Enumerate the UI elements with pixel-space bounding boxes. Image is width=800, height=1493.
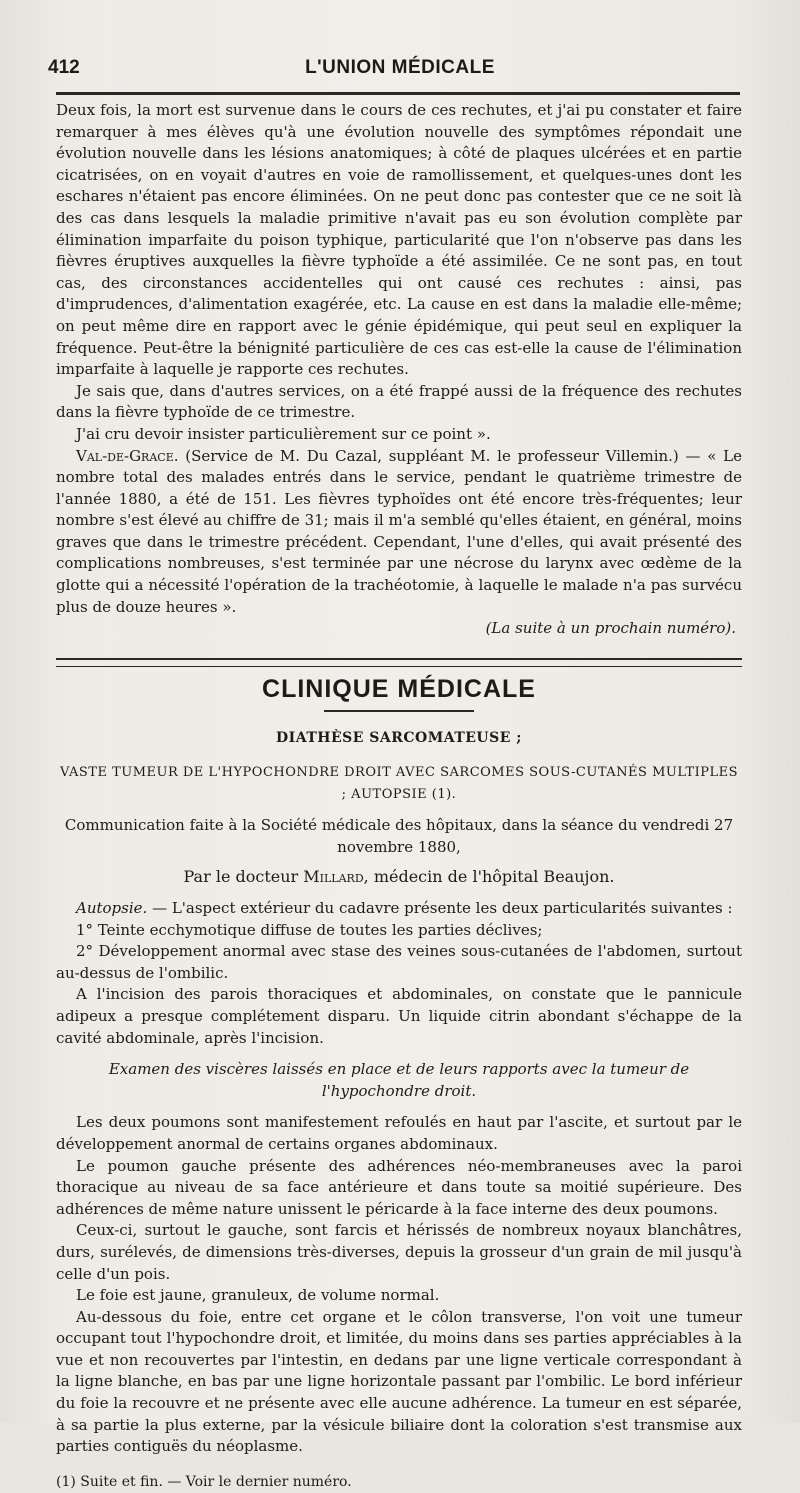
examen-heading: Examen des viscères laissés en place et de leurs rapports avec la tumeur de l'hypochondre droit. — [108, 1060, 690, 1100]
paragraph-autres-services: Je sais que, dans d'autres services, on a été frappé aussi de la fréquence des rechutes dans la fièvre typhoïde de ce trimestre. — [56, 381, 742, 422]
footnote: (1) Suite et fin. — Voir le dernier numéro. — [56, 1473, 352, 1490]
paragraph-tumeur: Au-dessous du foie, entre cet organe et le côlon transverse, l'on voit une tumeur occupant tout l'hypochondre droit, et limitée, du moins dans ses parties appréciables à la vue et non recouvertes par l'intestin, en dedans par une ligne verticale correspondant à la ligne blanche, en bas par une ligne horizontale passant par l'ombilic. Le bord inférieur du foie la recouvre et ne présente avec elle aucune adhérence. La tumeur en est séparée, à sa partie la plus externe, par la vésicule biliaire dont la coloration s'est transmise aux parties contiguës du néoplasme. — [56, 1307, 742, 1456]
article-body — [56, 100, 742, 1493]
paragraph-poumon-gauche: Le poumon gauche présente des adhérences néo-membraneuses avec la paroi thoracique au niveau de sa face antérieure et dans toute sa moitié supérieure. Des adhérences de même nature unissent le péricarde à la face interne des deux poumons. — [56, 1156, 742, 1218]
val-de-grace-text: (Service de M. Du Cazal, suppléant M. le professeur Villemin.) — « Le nombre total des malades entrés dans le service, pendant le quatrième trimestre de l'année 1880, a été de 151. Les fièvres typhoïdes ont été encore très-fréquentes; leur nombre s'est élevé au chiffre de 31; mais il m'a semblé qu'elles étaient, en général, moins graves que dans le trimestre précédent. Cependant, l'une d'elles, qui avait présenté des complications nombreuses, s'est terminée par une nécrose du larynx avec œdème de la glotte qui a nécessité l'opération de la trachéotomie, à laquelle le malade n'a pas survécu plus de douze heures ». — [56, 446, 742, 616]
communication-line: Communication faite à la Société médicale des hôpitaux, dans la séance du vendredi 27 novembre 1880, — [64, 816, 734, 856]
section-divider — [56, 658, 742, 667]
paragraph-insister: J'ai cru devoir insister particulièrement sur ce point ». — [76, 424, 491, 443]
paragraph-poumons: Les deux poumons sont manifestement refoulés en haut par l'ascite, et surtout par le développement anormal de certains organes abdominaux. — [56, 1113, 742, 1153]
paragraph-foie: Le foie est jaune, granuleux, de volume normal. — [76, 1286, 440, 1305]
paragraph-incision: A l'incision des parois thoraciques et abdominales, on constate que le pannicule adipeux a presque complétement disparu. Un liquide citrin abondant s'échappe de la cavité abdominale, après l'incision. — [56, 985, 742, 1047]
paragraph-noyaux: Ceux-ci, surtout le gauche, sont farcis et hérissés de nombreux noyaux blanchâtres, durs, surélevés, de dimensions très-diverses, depuis la grosseur d'un grain de mil jusqu'à celle d'un pois. — [56, 1221, 742, 1283]
autopsie-text: — L'aspect extérieur du cadavre présente les deux particularités suivantes : — [147, 899, 733, 917]
paragraph-rechutes: Deux fois, la mort est survenue dans le cours de ces rechutes, et j'ai pu constater et faire remarquer à mes élèves qu'à une évolution nouvelle des symptômes répondait une évolution nouvelle dans les lésions anatomiques; à côté de plaques ulcérées et en partie cicatrisées, on en voyait d'autres en voie de ramollissement, et quelques-unes dont les eschares n'étaient pas encore éliminées. On ne peut donc pas contester que ce ne soit là des cas dans lesquels la maladie primitive n'avait pas eu son évolution complète par élimination imparfaite du poison typhique, particularité que l'on n'observe pas dans les fièvres éruptives auxquelles la fièvre typhoïde a été assimilée. Ce ne sont pas, en tout cas, des circonstances accidentelles qui ont causé ces rechutes : ainsi, pas d'imprudences, d'alimentation exagérée, etc. La cause en est dans la maladie elle-même; on peut même dire en rapport avec le génie épidémique, qui peut seul en expliquer la fréquence. Peut-être la bénignité particulière de ces cas est-elle la cause de l'élimination imparfaite à laquelle je rapporte ces rechutes. — [56, 101, 742, 379]
author-line — [56, 866, 742, 888]
list-item-1: 1° Teinte ecchymotique diffuse de toutes les parties déclives; — [76, 920, 543, 939]
section-title: CLINIQUE MÉDICALE — [262, 674, 536, 703]
running-title: L'UNION MÉDICALE — [305, 57, 495, 78]
article-subtitle: DIATHÈSE SARCOMATEUSE ; — [276, 730, 522, 747]
author-prefix: Par le docteur — [183, 867, 304, 887]
continued-note: (La suite à un prochain numéro). — [485, 619, 736, 638]
val-de-grace-lead: Val-de-Grace. — [76, 446, 179, 465]
header-rule — [56, 92, 740, 95]
autopsie-lead: Autopsie. — [76, 899, 148, 917]
page-number: 412 — [48, 57, 80, 78]
paragraph-autopsie — [56, 898, 742, 920]
list-item-2: 2° Développement anormal avec stase des veines sous-cutanées de l'abdomen, surtout au-dessus de l'ombilic. — [56, 942, 742, 982]
article-subtitle-detail: VASTE TUMEUR DE L'HYPOCHONDRE DROIT AVEC SARCOMES SOUS-CUTANÉS MULTIPLES ; AUTOPSIE (1). — [59, 765, 739, 802]
title-rule — [324, 710, 474, 712]
paragraph-val-de-grace — [56, 446, 742, 619]
author-name: Millard — [303, 867, 364, 887]
author-suffix: , médecin de l'hôpital Beaujon. — [363, 867, 615, 887]
